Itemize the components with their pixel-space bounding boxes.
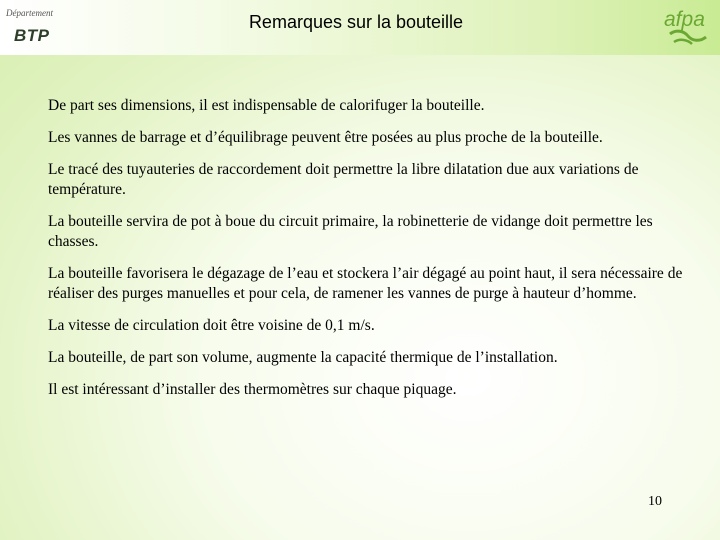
logo-btp-text: BTP	[14, 26, 50, 45]
slide-title: Remarques sur la bouteille	[248, 12, 464, 32]
page-number: 10	[648, 494, 662, 509]
paragraph-piping: Le tracé des tuyauteries de raccordement doit permettre la libre dilatation due aux variations de température.	[48, 161, 639, 198]
afpa-logo	[662, 4, 712, 50]
paragraph-degassing: La bouteille favorisera le dégazage de l’eau et stockera l’air dégagé au point haut, il sera nécessaire de réaliser des purges manuelles et pour cela, de ramener les vannes de purge à hauteur d’homme.	[48, 265, 683, 302]
slide-body	[48, 96, 696, 412]
paragraph-valves: Les vannes de barrage et d’équilibrage peuvent être posées au plus proche de la bouteille.	[48, 129, 603, 146]
paragraph-insulation: De part ses dimensions, il est indispensable de calorifuger la bouteille.	[48, 97, 485, 114]
paragraph-velocity: La vitesse de circulation doit être voisine de 0,1 m/s.	[48, 317, 375, 334]
svg-text:afpa: afpa	[664, 8, 705, 31]
paragraph-sludge-pot: La bouteille servira de pot à boue du circuit primaire, la robinetterie de vidange doit permettre les chasses.	[48, 213, 653, 250]
afpa-logo-icon	[662, 4, 712, 50]
slide-header	[0, 0, 720, 55]
paragraph-thermal-capacity: La bouteille, de part son volume, augmente la capacité thermique de l’installation.	[48, 349, 558, 366]
paragraph-thermometers: Il est intéressant d’installer des thermomètres sur chaque piquage.	[48, 381, 457, 398]
logo-departement-text: Département	[6, 8, 53, 18]
